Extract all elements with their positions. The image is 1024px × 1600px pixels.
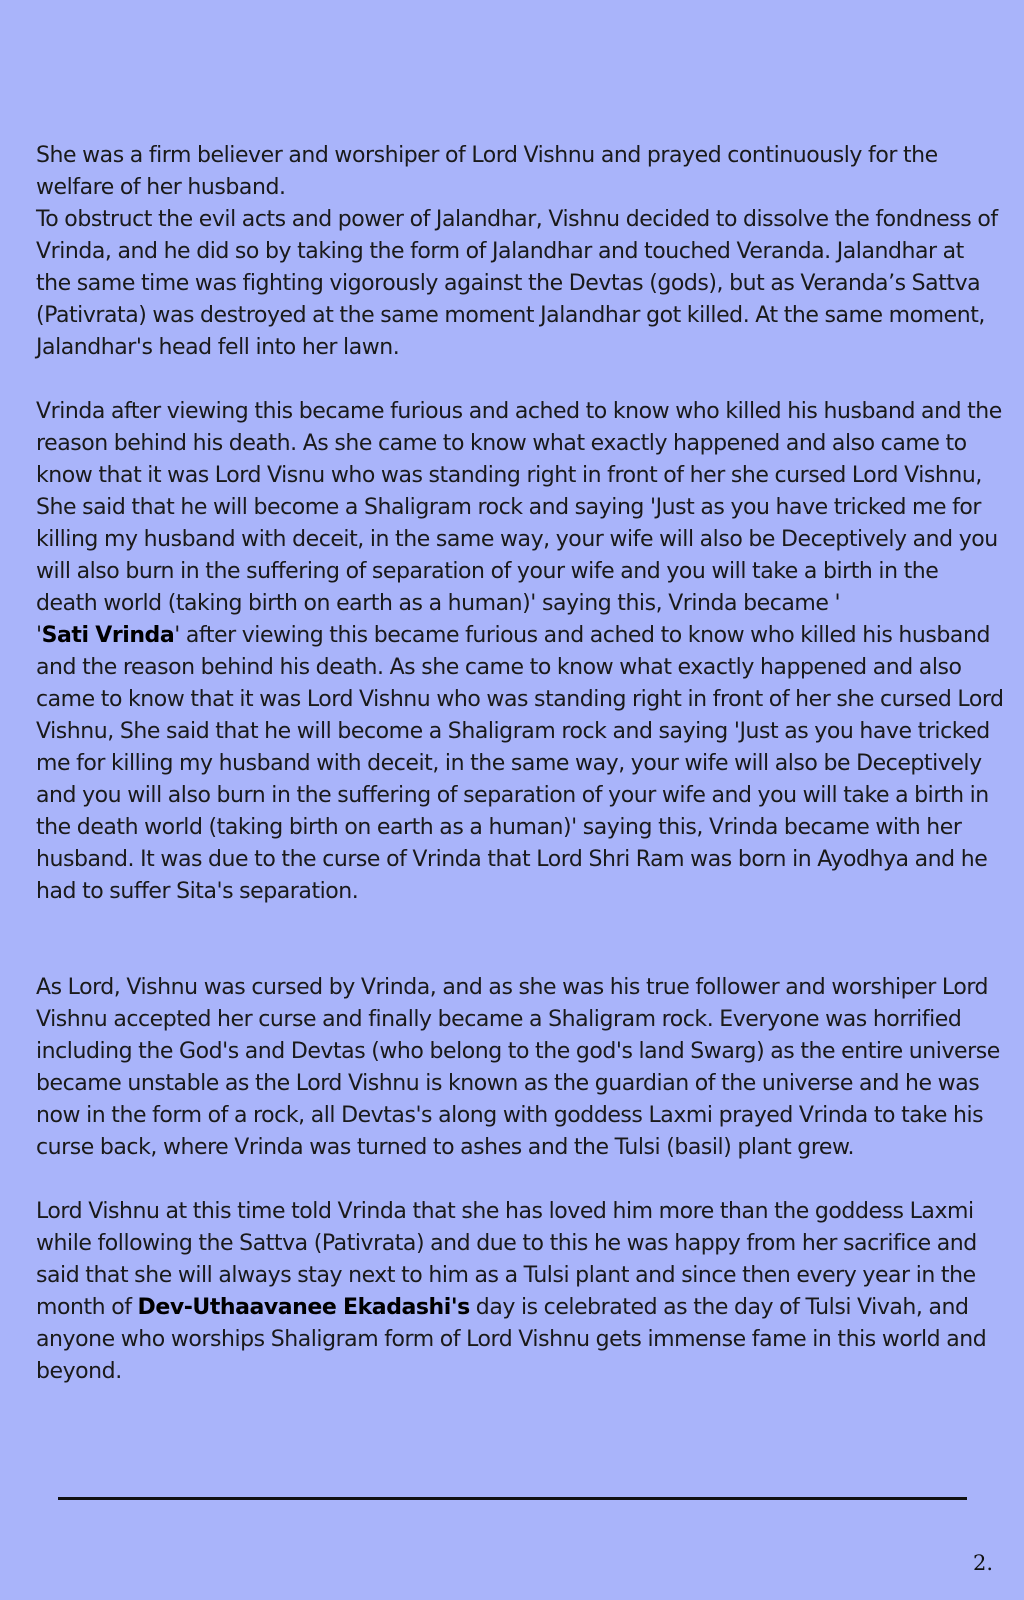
paragraph-spacer: [36, 364, 1004, 396]
paragraph-5: As Lord, Vishnu was cursed by Vrinda, and as she was his true follower and worshiper Lord Vishnu accepted her curse and finally became a Shaligram rock. Everyone was horrified including the God's and Devtas (who belong to the god's land Swarg) as the entire universe became unstable as the Lord Vishnu is known as the guardian of the universe and he was now in the form of a rock, all Devtas's along with goddess Laxmi prayed Vrinda to take his curse back, where Vrinda was turned to ashes and the Tulsi (basil) plant grew.: [36, 975, 1000, 1160]
paragraph-4: [36, 620, 1004, 908]
bold-festival-name: Dev-Uthaavanee Ekadashi's: [137, 1295, 470, 1320]
quote-mark: ': [36, 623, 42, 648]
paragraph-6-start: Lord Vishnu at this time told Vrinda that she has loved him more than the goddess Laxmi while following the Sattva (Pativrata) and due to this he was happy from her sacrifice and said that she will always stay next to him as a Tulsi plant and since then every year in the month of: [36, 1199, 977, 1320]
paragraph-3: Vrinda after viewing this became furious and ached to know who killed his husband and the reason behind his death. As she came to know what exactly happened and also came to know that it was Lord Visnu who was standing right in front of her she cursed Lord Vishnu, She said that he will become a Shaligram rock and saying 'Just as you have tricked me for killing my husband with deceit, in the same way, your wife will also be Deceptively and you will also burn in the suffering of separation of your wife and you will take a birth in the death world (taking birth on earth as a human)' saying this, Vrinda became ': [36, 399, 1002, 616]
paragraph-4-text: ' after viewing this became furious and ached to know who killed his husband and the reason behind his death. As she came to know what exactly happened and also came to know that it was Lord Vishnu who was standing right in front of her she cursed Lord Vishnu, She said that he will become a Shaligram rock and saying 'Just as you have tricked me for killing my husband with deceit, in the same way, your wife will also be Deceptively and you will also burn in the suffering of separation of your wife and you will take a birth in the death world (taking birth on earth as a human)' saying this, Vrinda became with her husband. It was due to the curse of Vrinda that Lord Shri Ram was born in Ayodhya and he had to suffer Sita's separation.: [36, 623, 1004, 904]
bold-name-sati-vrinda: Sati Vrinda: [41, 623, 175, 648]
page-number: 2.: [972, 1551, 993, 1575]
paragraph-spacer: [36, 908, 1004, 972]
paragraph-2: To obstruct the evil acts and power of Jalandhar, Vishnu decided to dissolve the fondness of Vrinda, and he did so by taking the form of Jalandhar and touched Veranda. Jalandhar at the same time was fighting vigorously against the Devtas (gods), but as Veranda’s Sattva (Pativrata) was destroyed at the same moment Jalandhar got killed. At the same moment, Jalandhar's head fell into her lawn.: [36, 207, 998, 360]
document-body: [36, 140, 1004, 1388]
footer-divider: [58, 1497, 967, 1500]
paragraph-6-end: day is celebrated as the day of Tulsi Vivah, and anyone who worships Shaligram form of Lord Vishnu gets immense fame in this world and beyond.: [36, 1295, 987, 1384]
paragraph-spacer: [36, 1164, 1004, 1196]
paragraph-6: [36, 1196, 1004, 1388]
paragraph-1: She was a firm believer and worshiper of Lord Vishnu and prayed continuously for the welfare of her husband.: [36, 143, 938, 200]
